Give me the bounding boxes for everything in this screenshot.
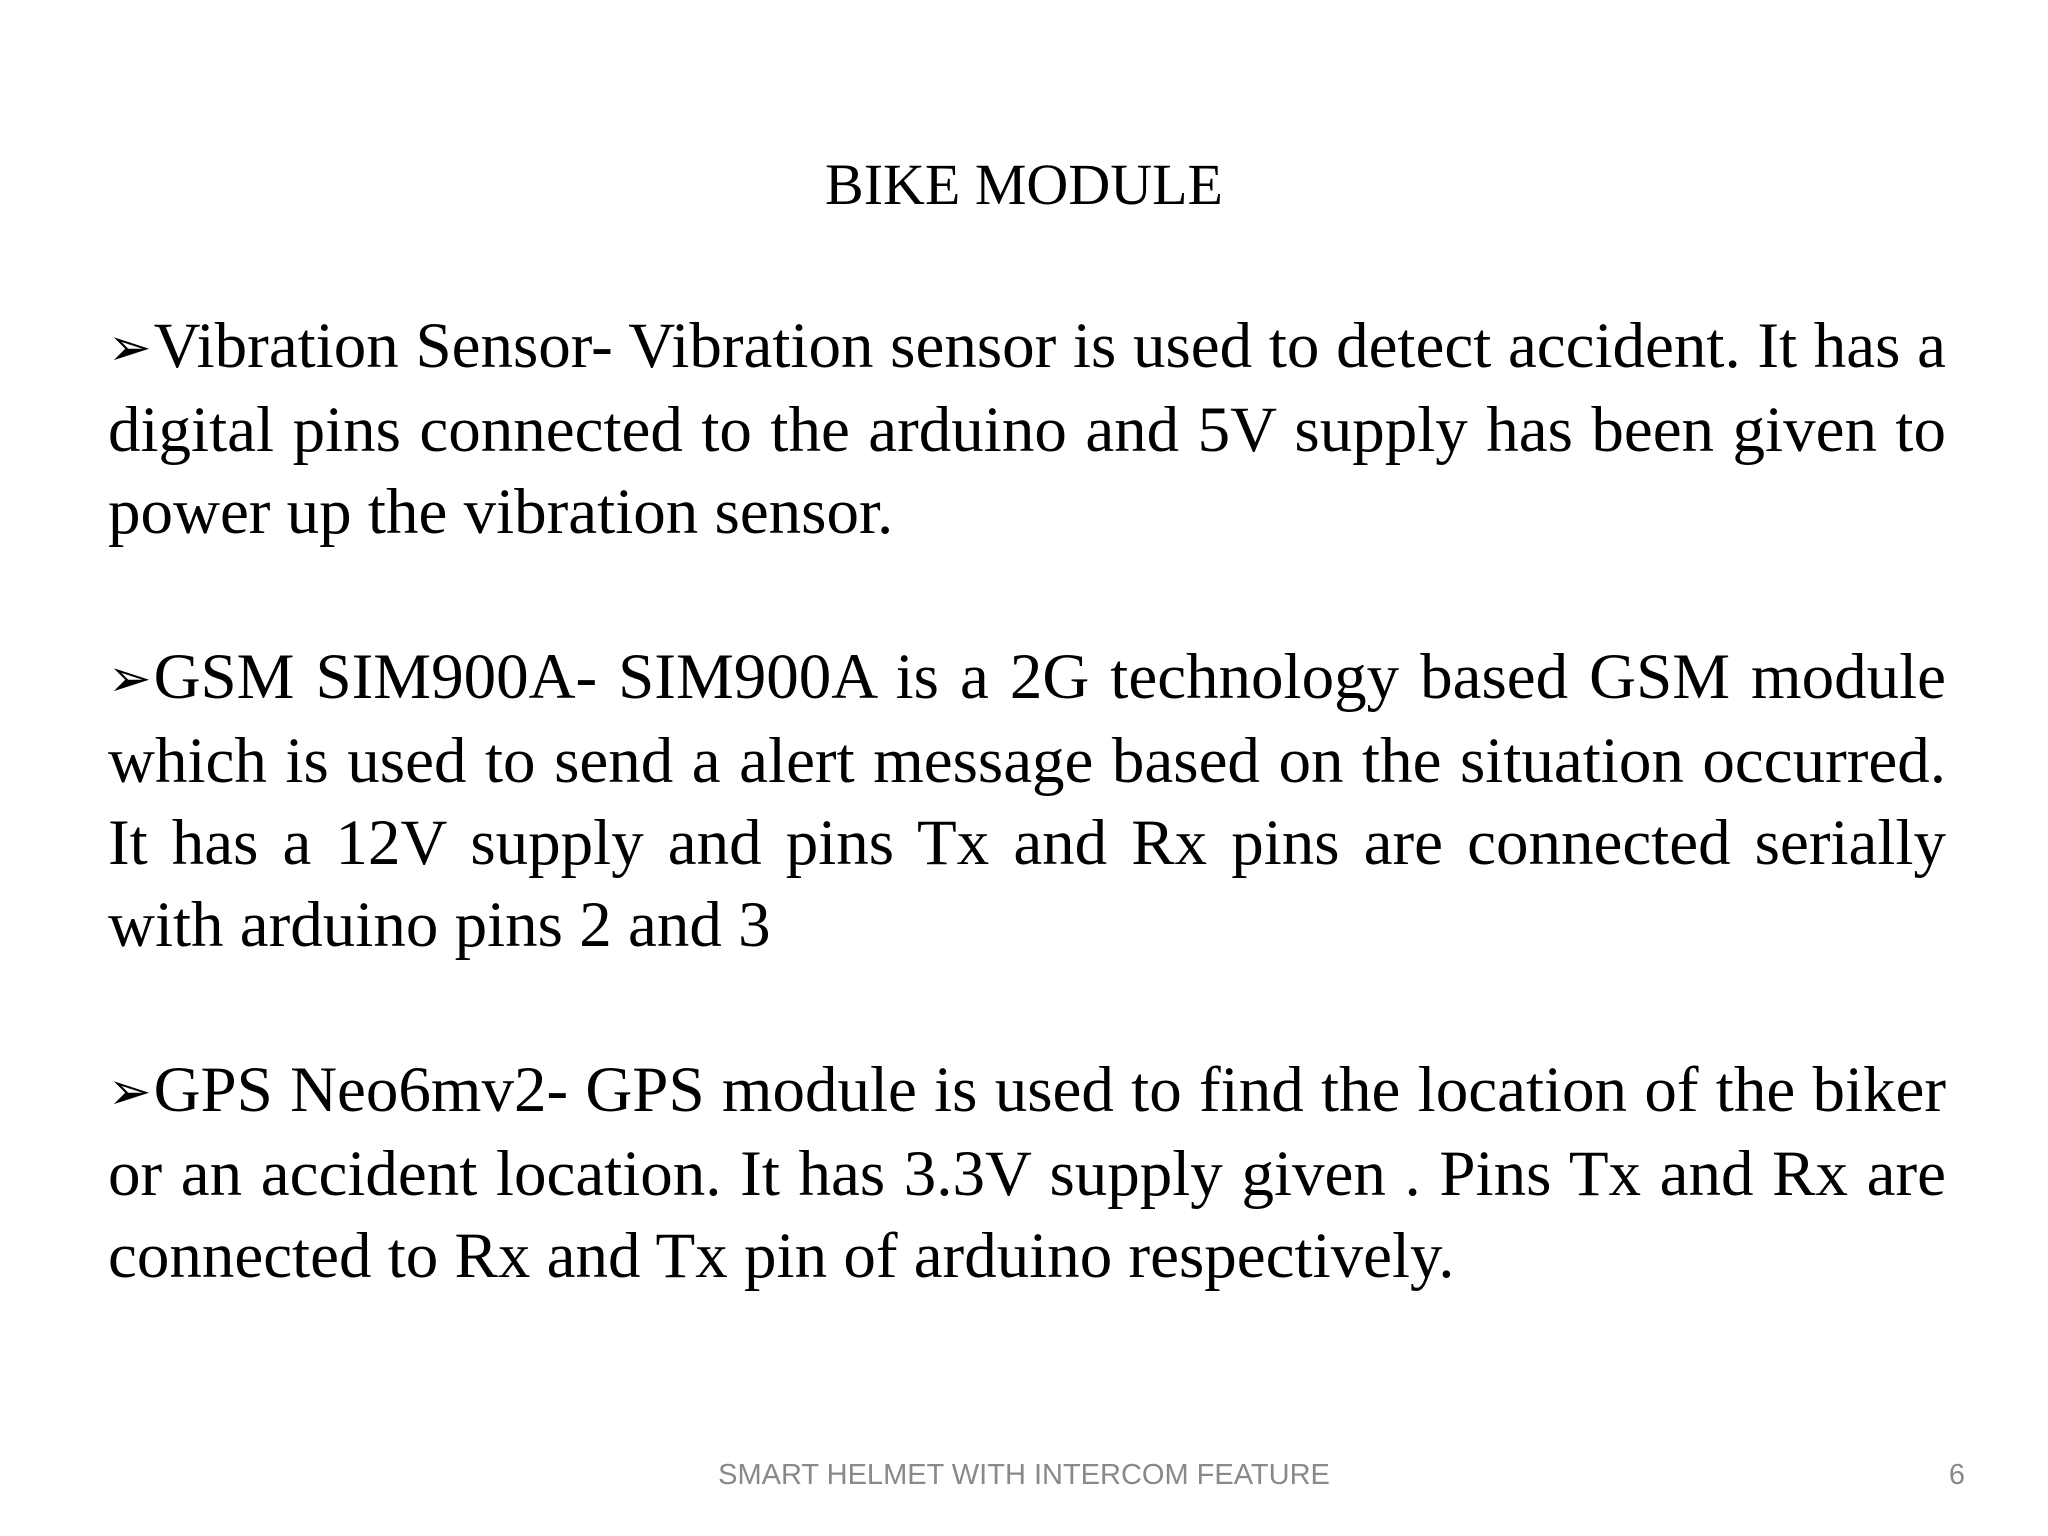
bullet-item — [108, 305, 1946, 553]
slide-title: BIKE MODULE — [825, 152, 1223, 217]
arrowhead-bullet-icon: ➢ — [108, 1062, 152, 1122]
bullet-list — [108, 305, 1946, 1297]
slide-number: 6 — [1948, 1459, 1965, 1491]
bullet-text: Vibration Sensor- Vibration sensor is used to detect accident. It has a digital pins connected to the arduino and 5V supply has been given to power up the vibration sensor. — [108, 310, 1946, 548]
bullet-item — [108, 636, 1946, 966]
bullet-text: GPS Neo6mv2- GPS module is used to find the location of the biker or an accident location. It has 3.3V supply given . Pins Tx and Rx are connected to Rx and Tx pin of arduino respectively. — [108, 1054, 1946, 1292]
arrowhead-bullet-icon: ➢ — [108, 649, 152, 709]
footer-text: SMART HELMET WITH INTERCOM FEATURE — [718, 1459, 1330, 1491]
arrowhead-bullet-icon: ➢ — [108, 318, 152, 378]
bullet-item — [108, 1049, 1946, 1297]
bullet-text: GSM SIM900A- SIM900A is a 2G technology based GSM module which is used to send a alert message based on the situation occurred. It has a 12V supply and pins Tx and Rx pins are connected serially with arduino pins 2 and 3 — [108, 641, 1946, 961]
